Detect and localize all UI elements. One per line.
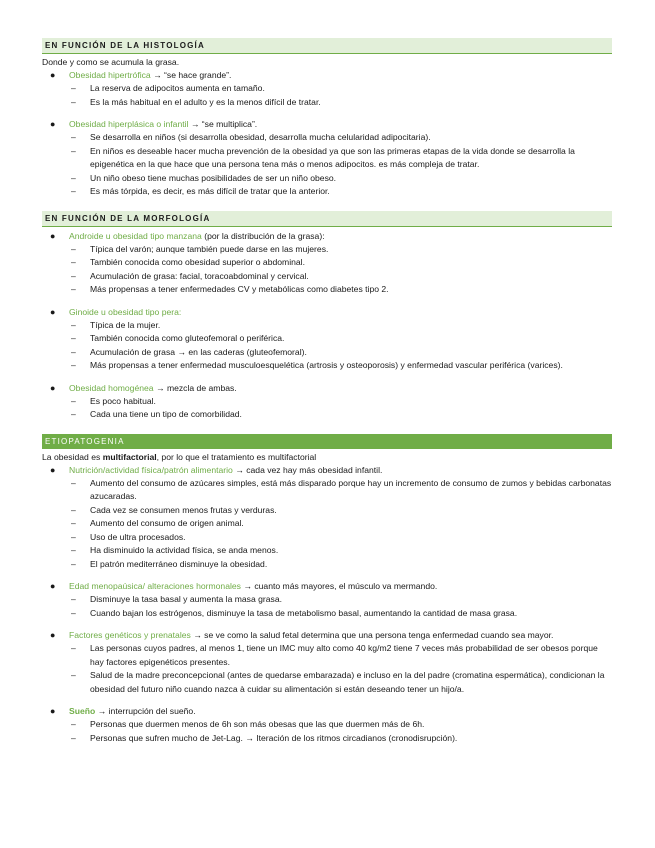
bullet-text: → “se multiplica”. — [188, 119, 258, 129]
list-item: – Personas que sufren mucho de Jet-Lag. → Iteración de los ritmos circadianos (cronodisrupción). — [71, 732, 458, 743]
item-text: Se desarrolla en niños (si desarrolla obesidad, desarrolla mucha celularidad adipocitaria). — [90, 132, 431, 142]
item-text: También conocida como gluteofemoral o periférica. — [90, 333, 285, 343]
term: Obesidad hiperplásica o infantil — [69, 119, 189, 129]
bullet-geneticos: ● Factores genéticos y prenatales → se ve como la salud fetal determina que una persona tenga enfermedad cuando sea mayor. — [50, 630, 554, 640]
item-text: Acumulación de grasa → en las caderas (gluteofemoral). — [90, 346, 307, 357]
list-item: – Uso de ultra procesados. — [71, 531, 186, 542]
item-text: Acumulación de grasa: facial, toracoabdominal y cervical. — [90, 270, 309, 281]
list-item: – La reserva de adipocitos aumenta en tamaño. — [71, 83, 265, 93]
item-text: Cada una tiene un tipo de comorbilidad. — [90, 409, 242, 419]
item-text: También conocida como obesidad superior o abdominal. — [90, 257, 305, 267]
item-text: Uso de ultra procesados. — [90, 531, 186, 542]
bullet-androide: ● Androide u obesidad tipo manzana (por la distribución de la grasa): — [50, 230, 325, 241]
term: Ginoide u obesidad tipo pera — [69, 306, 179, 317]
list-item: – Ha disminuido la actividad física, se anda menos. — [71, 545, 279, 555]
list-item: – Las personas cuyos padres, al menos 1, tiene un IMC muy alto como 40 kg/m2 tiene 7 veces más probabilidad de ser obesos porque hay factores epigenéticos presentes. — [71, 643, 598, 667]
item-text: Es más tórpida, es decir, es más difícil de tratar que la anterior. — [90, 186, 330, 196]
list-item: – Disminuye la tasa basal y aumenta la masa grasa. — [71, 594, 283, 604]
list-item: – Acumulación de grasa: facial, toracoabdominal y cervical. — [71, 270, 309, 281]
item-text: Más propensas a tener enfermedad musculoesquelética (artrosis y osteoporosis) y enfermedad vascular periférica (varices). — [90, 360, 563, 370]
item-text: Típica de la mujer. — [90, 319, 161, 330]
item-text: Es poco habitual. — [90, 395, 156, 406]
intro-part: La obesidad es — [42, 451, 103, 462]
bullet-hipertrofica: ● Obesidad hipertrófica → “se hace grande”. — [50, 70, 232, 80]
term: Obesidad hipertrófica — [69, 70, 151, 80]
item-text: La reserva de adipocitos aumenta en tamaño. — [90, 83, 265, 93]
list-item: – Es más tórpida, es decir, es más difícil de tratar que la anterior. — [71, 186, 330, 196]
term: Factores genéticos y prenatales — [69, 630, 191, 640]
list-item: – El patrón mediterráneo disminuye la obesidad. — [71, 558, 268, 569]
list-item: – Es la más habitual en el adulto y es la menos difícil de tratar. — [71, 96, 321, 107]
document-page — [42, 38, 612, 745]
term: Sueño — [69, 706, 96, 716]
list-item: – Más propensas a tener enfermedad musculoesquelética (artrosis y osteoporosis) y enfermedad vascular periférica (varices). — [71, 360, 563, 370]
list-item: – Se desarrolla en niños (si desarrolla obesidad, desarrolla mucha celularidad adipocitaria). — [71, 132, 431, 142]
bullet-menopausia: ● Edad menopaúsica/ alteraciones hormonales → cuanto más mayores, el músculo va mermando. — [50, 581, 438, 591]
item-text: Un niño obeso tiene muchas posibilidades de ser un niño obeso. — [90, 172, 337, 183]
item-text: Salud de la madre preconcepcional (antes de quedarse embarazada) e incluso en la del padre (cromatina espermática), condicionan la obesidad del futuro niño cuando nazca à cuidar su alimentación si están deseando tener un hijo/a. — [90, 670, 605, 694]
item-text: En niños es deseable hacer mucha prevención de la obesidad ya que son las primeras etapas de la vida donde se desarrolla la epigenética en la que hace que una persona tena más o menos adipocitos. es más compleja de tratar. — [90, 145, 575, 169]
bullet-text: → mezcla de ambas. — [153, 382, 237, 393]
item-text: Personas que duermen menos de 6h son más obesas que las que duermen más de 6h. — [90, 719, 425, 729]
list-item: – Acumulación de grasa → en las caderas (gluteofemoral). — [71, 346, 307, 357]
bullet-text: → cada vez hay más obesidad infantil. — [232, 464, 383, 475]
bullet-sueno: ● Sueño → interrupción del sueño. — [50, 706, 196, 716]
bullet-text: → “se hace grande”. — [150, 70, 232, 80]
intro-part: , por lo que el tratamiento es multifactorial — [156, 451, 317, 462]
list-item: – Salud de la madre preconcepcional (antes de quedarse embarazada) e incluso en la del padre (cromatina espermática), condicionan la obesidad del futuro niño cuando nazca à cuidar su alimentación si están deseando tener un hijo/a. — [71, 670, 605, 694]
bullet-ginoide: ● Ginoide u obesidad tipo pera: — [50, 306, 182, 317]
list-item: – Aumento del consumo de origen animal. — [71, 518, 244, 528]
list-item: – Típica del varón; aunque también puede darse en las mujeres. — [71, 243, 329, 254]
list-item: – Cada vez se consumen menos frutas y verduras. — [71, 504, 277, 515]
list-item: – También conocida como obesidad superior o abdominal. — [71, 257, 305, 267]
section-header-histologia: EN FUNCIÓN DE LA HISTOLOGÍA — [42, 38, 612, 54]
item-text: Cada vez se consumen menos frutas y verduras. — [90, 504, 277, 515]
item-text: Es la más habitual en el adulto y es la menos difícil de tratar. — [90, 96, 321, 107]
bullet-text: → cuanto más mayores, el músculo va mermando. — [240, 581, 438, 591]
bullet-homogenea: ● Obesidad homogénea → mezcla de ambas. — [50, 382, 237, 393]
list-item: – También conocida como gluteofemoral o periférica. — [71, 333, 285, 343]
bullet-nutricion: ● Nutrición/actividad física/patrón alimentario → cada vez hay más obesidad infantil. — [50, 464, 383, 475]
list-item: – Cuando bajan los estrógenos, disminuye la tasa de metabolismo basal, aumentando la cantidad de masa grasa. — [71, 607, 518, 618]
item-text: Cuando bajan los estrógenos, disminuye la tasa de metabolismo basal, aumentando la cantidad de masa grasa. — [90, 607, 518, 618]
item-text: El patrón mediterráneo disminuye la obesidad. — [90, 558, 268, 569]
intro-text — [42, 451, 612, 464]
bullet-text: (por la distribución de la grasa): — [201, 230, 325, 241]
term: Edad menopaúsica/ alteraciones hormonales — [69, 581, 241, 591]
list-item: – Personas que duermen menos de 6h son más obesas que las que duermen más de 6h. — [71, 719, 425, 729]
list-item: – Típica de la mujer. — [71, 319, 161, 330]
item-text: Las personas cuyos padres, al menos 1, tiene un IMC muy alto como 40 kg/m2 tiene 7 veces más probabilidad de ser obesos porque hay factores epigenéticos presentes. — [90, 643, 598, 667]
bullet-text: → interrupción del sueño. — [95, 706, 196, 716]
term: Androide u obesidad tipo manzana — [69, 230, 202, 241]
term: Obesidad homogénea — [69, 382, 154, 393]
section-header-morfologia: EN FUNCIÓN DE LA MORFOLOGÍA — [42, 211, 612, 227]
list-item: – En niños es deseable hacer mucha prevención de la obesidad ya que son las primeras etapas de la vida donde se desarrolla la epigenética en la que hace que una persona tena más o menos adipocitos. es más compleja de tratar. — [71, 145, 575, 169]
bullet-text: → se ve como la salud fetal determina que una persona tenga enfermedad cuando sea mayor. — [190, 630, 554, 640]
item-text: Más propensas a tener enfermedades CV y metabólicas como diabetes tipo 2. — [90, 284, 389, 294]
item-text: Personas que sufren mucho de Jet-Lag. → Iteración de los ritmos circadianos (cronodisrupción). — [90, 732, 458, 743]
intro-bold: multifactorial — [102, 451, 157, 462]
item-text: Típica del varón; aunque también puede darse en las mujeres. — [90, 243, 329, 254]
intro-text: Donde y como se acumula la grasa. — [42, 57, 180, 67]
section-header-etiopatogenia: ETIOPATOGENIA — [42, 434, 612, 449]
list-item: – Aumento del consumo de azúcares simples, está más disparado porque hay un incremento de consumo de zumos y bebidas carbonatas azucaradas. — [71, 477, 612, 501]
list-item: – Cada una tiene un tipo de comorbilidad. — [71, 409, 242, 419]
item-text: Ha disminuido la actividad física, se anda menos. — [90, 545, 279, 555]
item-text: Aumento del consumo de origen animal. — [90, 518, 244, 528]
bullet-text: : — [178, 306, 182, 317]
item-text: Aumento del consumo de azúcares simples, está más disparado porque hay un incremento de consumo de zumos y bebidas carbonatas azucaradas. — [90, 477, 612, 501]
bullet-hiperplasica: ● Obesidad hiperplásica o infantil → “se multiplica”. — [50, 119, 258, 129]
item-text: Disminuye la tasa basal y aumenta la masa grasa. — [90, 594, 283, 604]
term: Nutrición/actividad física/patrón alimentario — [69, 464, 233, 475]
list-item: – Es poco habitual. — [71, 395, 156, 406]
list-item: – Un niño obeso tiene muchas posibilidades de ser un niño obeso. — [71, 172, 337, 183]
list-item: – Más propensas a tener enfermedades CV y metabólicas como diabetes tipo 2. — [71, 284, 389, 294]
